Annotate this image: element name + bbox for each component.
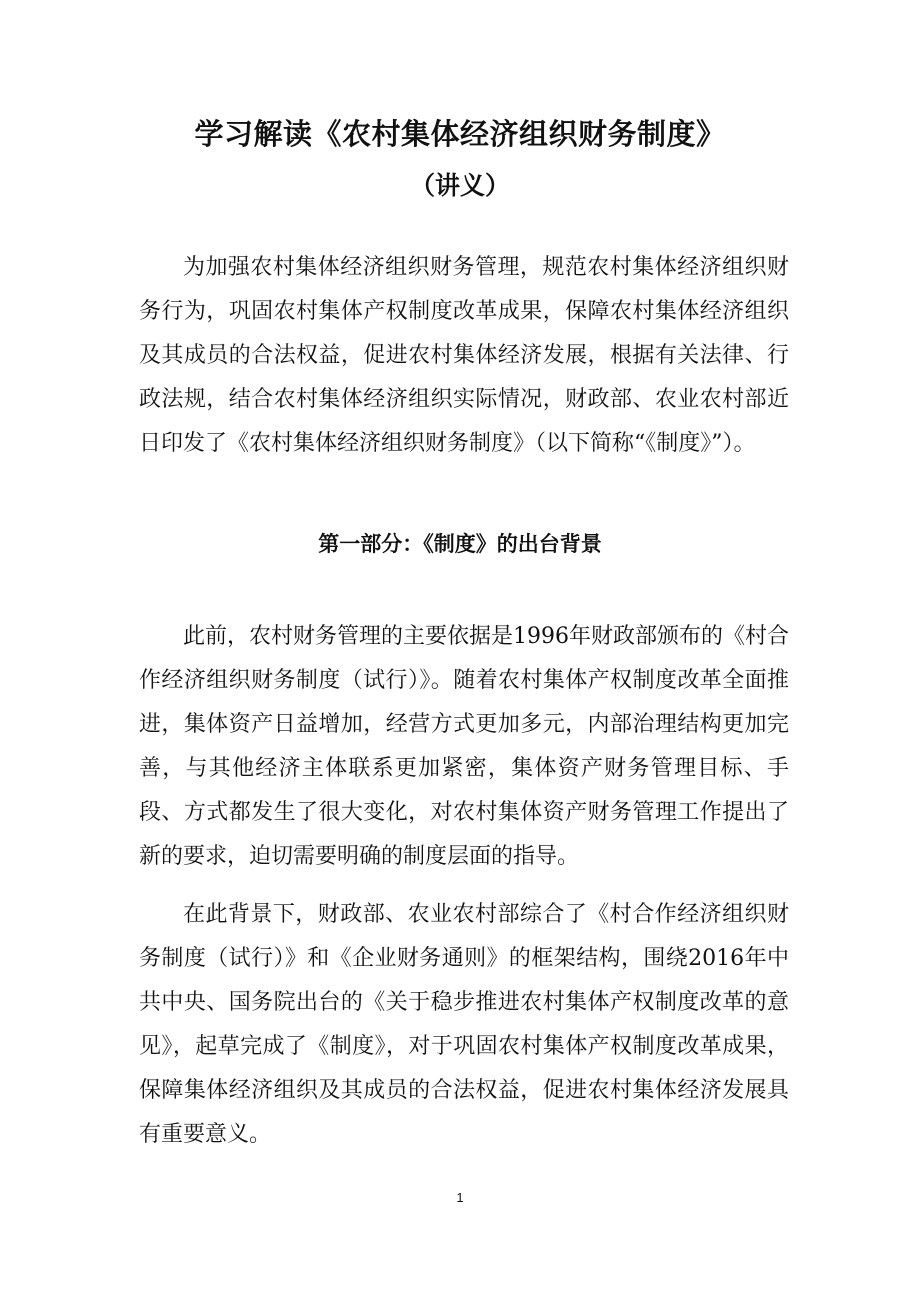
- document-subtitle: （讲义）: [409, 171, 510, 200]
- body-paragraph: 此前，农村财务管理的主要依据是1996年财政部颁布的《村合作经济组织财务制度（试行）》。随着农村集体产权制度改革全面推进，集体资产日益增加，经营方式更加多元，内部治理结构更加完善，与其他经济主体联系更加紧密，集体资产财务管理目标、手段、方式都发生了很大变化，对农村集体资产财务管理工作提出了新的要求，迫切需要明确的制度层面的指导。: [139, 624, 789, 869]
- section-heading: 第一部分：《制度》的出台背景: [318, 532, 602, 556]
- page-number: 1: [456, 1190, 464, 1205]
- body-paragraph: 在此背景下，财政部、农业农村部综合了《村合作经济组织财务制度（试行）》和《企业财务通则》的框架结构，围绕2016年中共中央、国务院出台的《关于稳步推进农村集体产权制度改革的意见》，起草完成了《制度》，对于巩固农村集体产权制度改革成果，保障集体经济组织及其成员的合法权益，促进农村集体经济发展具有重要意义。: [139, 902, 789, 1147]
- document-title: 学习解读《农村集体经济组织财务制度》: [194, 117, 726, 151]
- intro-paragraph: 为加强农村集体经济组织财务管理，规范农村集体经济组织财务行为，巩固农村集体产权制度改革成果，保障农村集体经济组织及其成员的合法权益，促进农村集体经济发展，根据有关法律、行政法规，结合农村集体经济组织实际情况，财政部、农业农村部近日印发了《农村集体经济组织财务制度》（以下简称“《制度》”）。: [139, 255, 789, 456]
